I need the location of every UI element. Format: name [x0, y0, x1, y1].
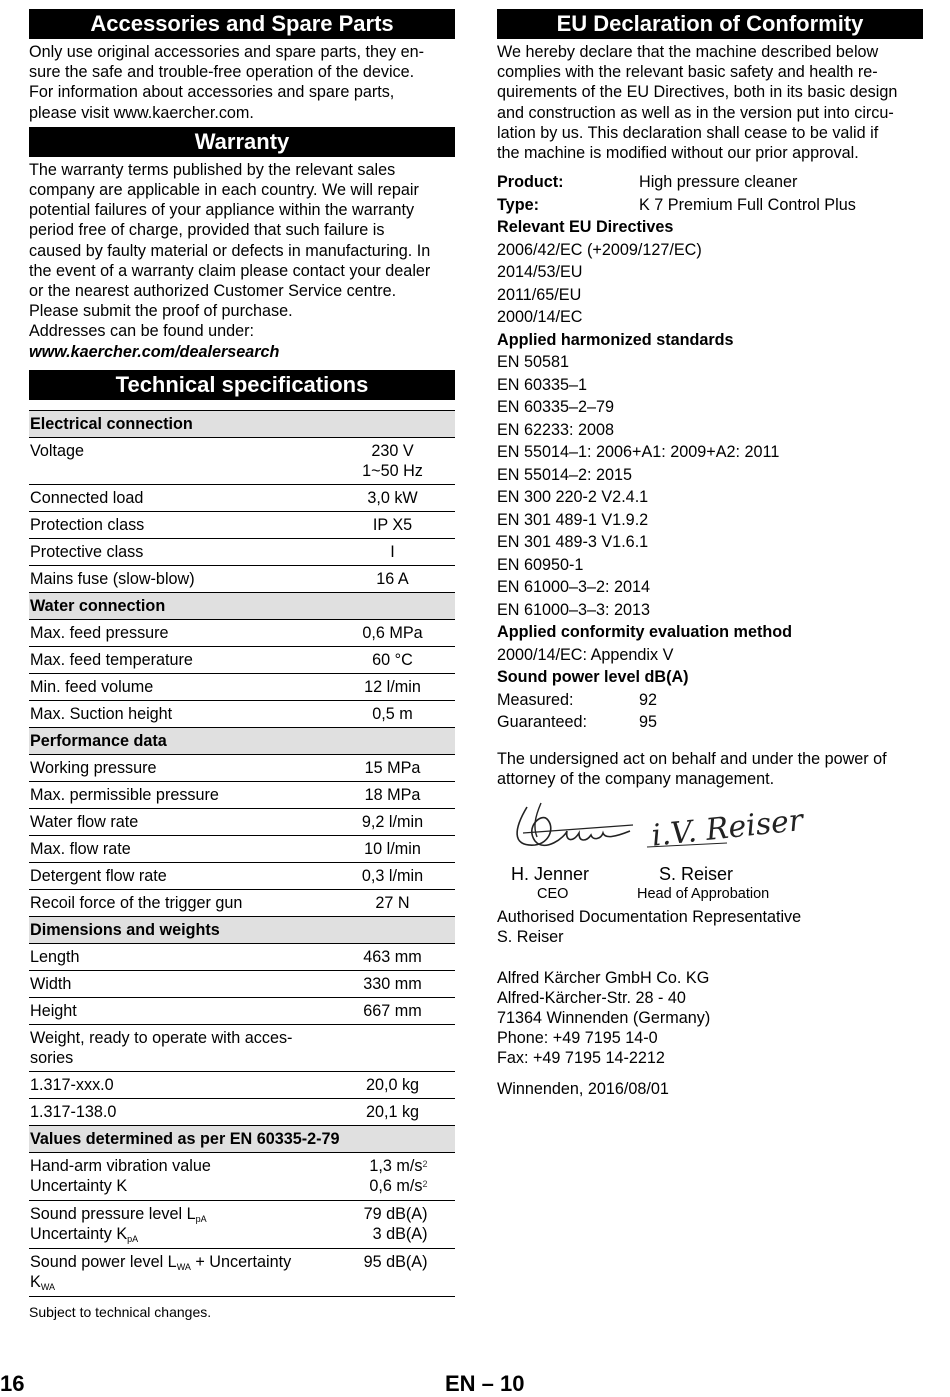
- spec-value: 20,1 kg: [365, 1102, 420, 1121]
- representative-title: Authorised Documentation Representative: [497, 908, 802, 927]
- spec-label: Width: [30, 974, 72, 993]
- page-number: 16: [0, 1371, 25, 1396]
- standard-item: EN 60335–1: [497, 375, 588, 394]
- spec-value: 463 mm: [363, 947, 422, 966]
- warranty-line: The warranty terms published by the relevant sales: [29, 160, 396, 179]
- spec-value: 20,0 kg: [365, 1075, 420, 1094]
- spec-label: Connected load: [30, 488, 144, 507]
- spec-label: Min. feed volume: [30, 677, 154, 696]
- warranty-line: period free of charge, provided that such failure is: [29, 221, 385, 240]
- page-code: EN – 10: [445, 1371, 525, 1396]
- spec-row: [29, 512, 455, 539]
- declaration-date: Winnenden, 2016/08/01: [497, 1079, 669, 1098]
- directives-list: [497, 239, 923, 329]
- company-address: [497, 968, 923, 1069]
- standard-item: EN 300 220-2 V2.4.1: [497, 488, 649, 507]
- representative-name: S. Reiser: [497, 928, 564, 947]
- product-row: Product: High pressure cleaner: [497, 171, 923, 194]
- spec-value: I: [390, 542, 395, 561]
- sound-pressure-row: [29, 1201, 455, 1249]
- warranty-line: Addresses can be found under:: [29, 322, 254, 341]
- spec-label: Water connection: [30, 596, 166, 615]
- undersigned-line: attorney of the company management.: [497, 769, 775, 788]
- spec-label: Performance data: [30, 731, 167, 750]
- spec-label: Mains fuse (slow-blow): [30, 569, 195, 588]
- spec-value: 15 MPa: [364, 758, 421, 777]
- warranty-line: Please submit the proof of purchase.: [29, 302, 293, 321]
- signatures: [497, 797, 923, 903]
- spec-value: 18 MPa: [364, 785, 421, 804]
- spec-section-heading: [29, 1126, 455, 1153]
- vibration-row: Hand-arm vibration value Uncertainty K 1,3 $m/s^2$ 0,6 $m/s^2$: [29, 1153, 455, 1201]
- standards-list: [497, 351, 923, 621]
- directive-item: 2011/65/EU: [497, 285, 582, 304]
- spec-row: [29, 782, 455, 809]
- left-column: [29, 9, 455, 1320]
- guaranteed-value: 95: [639, 713, 658, 732]
- spec-value: 3,0 kW: [367, 488, 418, 507]
- tech-spec-heading: Technical specifications: [29, 370, 455, 400]
- directives-heading: Relevant EU Directives: [497, 218, 674, 237]
- method-heading: Applied conformity evaluation method: [497, 623, 792, 642]
- standard-item: EN 62233: 2008: [497, 420, 615, 439]
- eu-line: We hereby declare that the machine described below: [497, 43, 879, 61]
- spec-section-heading: [29, 917, 455, 944]
- spec-label: Max. Suction height: [30, 704, 173, 723]
- warranty-line: company are applicable in each country. We will repair: [29, 181, 419, 200]
- spec-value: 0,3 l/min: [361, 866, 424, 885]
- spec-row: [29, 620, 455, 647]
- spec-label: Max. feed pressure: [30, 623, 169, 642]
- svg-text:i.V. Reiser: i.V. Reiser: [649, 803, 805, 854]
- spec-value: 0,6 MPa: [362, 623, 423, 642]
- standard-item: EN 50581: [497, 353, 569, 372]
- type-value: K 7 Premium Full Control Plus: [639, 195, 856, 214]
- spec-row: [29, 836, 455, 863]
- sound-power-row: Sound power level $L_{WA}$ + Uncertainty $K_{WA}$ 95 dB(A): [29, 1249, 455, 1297]
- spec-label: Max. flow rate: [30, 839, 131, 858]
- measured-row: Measured: 92: [497, 689, 923, 712]
- spec-row: [29, 971, 455, 998]
- spec-row: [29, 438, 455, 485]
- spec-row: [29, 944, 455, 971]
- uncertainty-kpa-value: 3 dB(A): [372, 1224, 428, 1243]
- eu-line: quirements of the EU Directives, both in its basic design: [497, 83, 898, 102]
- spec-row: [29, 890, 455, 917]
- sound-pressure-label: Sound pressure level $L_{pA}$: [30, 1204, 207, 1224]
- spec-value: 330 mm: [363, 974, 422, 993]
- spec-label: Values determined as per EN 60335-2-79: [30, 1129, 340, 1148]
- uncertainty-k-label: Uncertainty K: [30, 1176, 128, 1195]
- tech-spec-table: [29, 410, 455, 1297]
- eu-line: lation by us. This declaration shall cease to be valid if: [497, 123, 879, 142]
- guaranteed-row: Guaranteed: 95: [497, 711, 923, 734]
- standard-item: EN 61000–3–2: 2014: [497, 578, 651, 597]
- right-column: [497, 9, 923, 1099]
- spec-value: 0,5 m: [372, 704, 413, 723]
- spec-label: Working pressure: [30, 758, 157, 777]
- address-line: 71364 Winnenden (Germany): [497, 1008, 711, 1027]
- standard-item: EN 60950-1: [497, 555, 584, 574]
- warranty-line: the event of a warranty claim please contact your dealer: [29, 261, 431, 280]
- vibration-value: 1,3 m/s: [369, 1156, 423, 1175]
- sound-power-label: Sound power level $L_{WA}$ + Uncertainty: [30, 1252, 292, 1272]
- sound-power-value: 95 dB(A): [363, 1252, 428, 1271]
- spec-row: [29, 647, 455, 674]
- handwritten-signature-reiser: [637, 797, 805, 859]
- vibration-label: Hand-arm vibration value: [30, 1156, 211, 1175]
- spec-label: Dimensions and weights: [30, 920, 220, 939]
- undersigned-line: The undersigned act on behalf and under the power of: [497, 749, 887, 768]
- spec-label: Protection class: [30, 515, 145, 534]
- warranty-line: caused by faulty material or defects in manufacturing. In: [29, 241, 431, 260]
- warranty-heading: Warranty: [29, 127, 455, 157]
- spec-value: 12 l/min: [364, 677, 421, 696]
- uncertainty-k-value: 0,6 m/s: [369, 1176, 423, 1195]
- spec-label: 1.317-xxx.0: [30, 1075, 114, 1094]
- standards-heading: Applied harmonized standards: [497, 330, 734, 349]
- spec-label: Length: [30, 947, 80, 966]
- method-value: 2000/14/EC: Appendix V: [497, 645, 674, 664]
- product-value: High pressure cleaner: [639, 173, 798, 192]
- standard-item: EN 55014–1: 2006+A1: 2009+A2: 2011: [497, 443, 780, 462]
- standard-item: EN 301 489-1 V1.9.2: [497, 510, 649, 529]
- eu-declaration-heading: EU Declaration of Conformity: [497, 9, 923, 39]
- eu-line: the machine is modified without our prior approval.: [497, 144, 859, 163]
- spec-label: Electrical connection: [30, 414, 193, 433]
- spec-value: 230 V 1~50 Hz: [362, 441, 423, 480]
- spec-section-heading: [29, 728, 455, 755]
- standard-item: EN 61000–3–3: 2013: [497, 600, 651, 619]
- directive-item: 2000/14/EC: [497, 308, 583, 327]
- standard-item: EN 55014–2: 2015: [497, 465, 633, 484]
- eu-declaration-text: [497, 42, 923, 163]
- spec-label: Weight, ready to operate with acces- sories: [30, 1028, 293, 1067]
- handwritten-signature-jenner: [505, 797, 640, 859]
- address-line: Alfred-Kärcher-Str. 28 - 40: [497, 988, 686, 1007]
- signer-name: S. Reiser: [659, 864, 734, 885]
- spec-row: [29, 566, 455, 593]
- spec-row: [29, 701, 455, 728]
- sound-power-heading: Sound power level dB(A): [497, 668, 689, 687]
- spec-row: [29, 485, 455, 512]
- spec-value: 9,2 l/min: [361, 812, 424, 831]
- spec-label: Detergent flow rate: [30, 866, 167, 885]
- spec-row: [29, 1072, 455, 1099]
- signer-role: Head of Approbation: [637, 886, 770, 903]
- eu-line: and construction as well as in the version put into circu-: [497, 103, 894, 122]
- standard-item: EN 301 489-3 V1.6.1: [497, 533, 649, 552]
- spec-row: [29, 1025, 455, 1072]
- spec-value: 16 A: [376, 569, 409, 588]
- address-line: Alfred Kärcher GmbH Co. KG: [497, 968, 710, 987]
- measured-value: 92: [639, 690, 658, 709]
- sound-pressure-value: 79 dB(A): [363, 1204, 428, 1223]
- spec-row: [29, 755, 455, 782]
- signer-name: H. Jenner: [511, 864, 590, 885]
- accessories-line: For information about accessories and spare parts,: [29, 83, 395, 102]
- spec-label: Max. feed temperature: [30, 650, 193, 669]
- technical-changes-note: Subject to technical changes.: [29, 1303, 212, 1320]
- signature-reiser: [637, 797, 805, 904]
- spec-label: Max. permissible pressure: [30, 785, 219, 804]
- uncertainty-kpa-label: Uncertainty $K_{pA}$: [30, 1224, 139, 1244]
- standard-item: EN 60335–2–79: [497, 398, 615, 417]
- eu-line: complies with the relevant basic safety and health re-: [497, 63, 878, 82]
- spec-row: [29, 674, 455, 701]
- signature-jenner: [505, 797, 635, 904]
- accessories-line: please visit www.kaercher.com.: [29, 103, 254, 122]
- spec-label: Voltage: [30, 441, 85, 460]
- spec-section-heading: [29, 593, 455, 620]
- directive-item: 2014/53/EU: [497, 263, 583, 282]
- spec-row: [29, 998, 455, 1025]
- warranty-line: or the nearest authorized Customer Service centre.: [29, 282, 397, 301]
- type-row: Type: K 7 Premium Full Control Plus: [497, 194, 923, 217]
- accessories-heading: Accessories and Spare Parts: [29, 9, 455, 39]
- spec-label: Recoil force of the trigger gun: [30, 893, 243, 912]
- spec-label: Height: [30, 1001, 77, 1020]
- spec-value: 27 N: [375, 893, 410, 912]
- warranty-line: potential failures of your appliance within the warranty: [29, 201, 415, 220]
- spec-label: Protective class: [30, 542, 144, 561]
- spec-value: 60 °C: [372, 650, 413, 669]
- spec-row: [29, 1099, 455, 1126]
- spec-value: IP X5: [372, 515, 413, 534]
- spec-value: 667 mm: [363, 1001, 422, 1020]
- spec-label: 1.317-138.0: [30, 1102, 117, 1121]
- spec-section-heading: [29, 411, 455, 438]
- address-line: Phone: +49 7195 14-0: [497, 1029, 658, 1048]
- warranty-text: [29, 160, 455, 362]
- address-line: Fax: +49 7195 14-2212: [497, 1049, 665, 1068]
- accessories-line: sure the safe and trouble-free operation of the device.: [29, 63, 415, 82]
- spec-label: Water flow rate: [30, 812, 139, 831]
- spec-value: 10 l/min: [364, 839, 421, 858]
- spec-row: [29, 539, 455, 566]
- spec-row: [29, 809, 455, 836]
- directive-item: 2006/42/EC (+2009/127/EC): [497, 240, 702, 259]
- accessories-text: [29, 42, 455, 123]
- spec-row: [29, 863, 455, 890]
- accessories-line: Only use original accessories and spare parts, they en-: [29, 43, 424, 61]
- dealersearch-link[interactable]: www.kaercher.com/dealersearch: [29, 342, 280, 361]
- signer-role: CEO: [537, 886, 569, 903]
